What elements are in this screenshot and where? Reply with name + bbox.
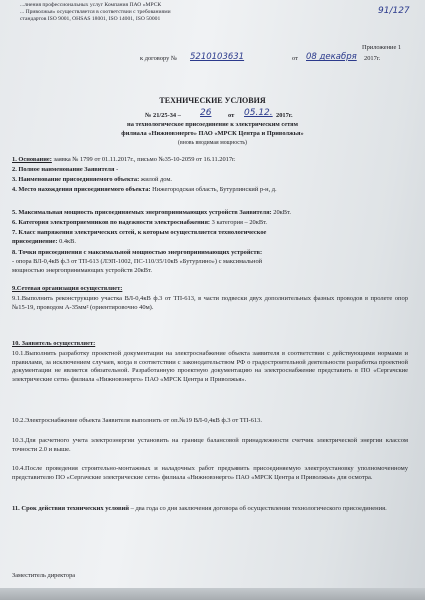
item-11-text: – два года со дня заключения договора об осуществлении технологического присоединения. <box>128 505 387 512</box>
signature-position: Заместитель директора <box>12 572 76 579</box>
item-8-text-2: мощностью энергопринимающих устройств 20кВт. <box>12 267 152 274</box>
item-9-label: 9.Сетевая организация осуществляет: <box>12 285 123 292</box>
item-1-text: заявка № 1799 от 01.11.2017г., письмо №35-10-2059 от 16.11.2017г. <box>53 156 236 163</box>
item-5-text: 20кВт. <box>271 209 291 216</box>
item-4 <box>12 186 277 194</box>
page-fold-shadow <box>0 588 425 600</box>
contract-date: 08 декабря <box>306 52 357 62</box>
item-11-label: 11. Срок действия технических условий <box>12 505 129 512</box>
item-1-label: 1. Основание: <box>12 156 52 163</box>
conditions-number-prefix: № 21/25-34 – <box>145 112 181 119</box>
item-3-text: жилой дом. <box>139 176 173 183</box>
item-6-label: 6. Категория электроприемников по надежности электроснабжения: <box>12 219 211 226</box>
header-line-1: ...лнения профессиональных услуг Компания ПАО «МРСК <box>20 2 162 8</box>
item-5 <box>12 209 291 217</box>
item-6 <box>12 219 267 227</box>
item-4-label: 4. Место нахождения присоединяемого объекта: <box>12 186 151 193</box>
title-line-3: на технологическое присоединение к электрическим сетям <box>127 121 298 128</box>
item-10-2: 10.2.Электроснабжение объекта Заявителя выполнить от оп.№19 ВЛ-0,4кВ ф.3 от ТП-613. <box>12 417 263 424</box>
conditions-date: 05.12. <box>244 108 273 118</box>
title-line-5: (вновь вводимая мощность) <box>178 140 247 146</box>
item-8-label: 8. Точки присоединения с максимальной мощностью энергопринимающих устройств: <box>12 249 263 256</box>
item-9-1: 9.1.Выполнить реконструкцию участка ВЛ-0,4кВ ф.3 от ТП-613, в части подвески двух дополнительных фазных проводов в пролете опор №15-19, проводом А-35мм² (ориентировочно 40м). <box>12 295 408 311</box>
item-11 <box>12 505 408 514</box>
item-1 <box>12 156 236 164</box>
item-2-text: - <box>114 166 119 173</box>
conditions-year: 2017г. <box>276 112 293 119</box>
contract-from: от <box>292 55 298 62</box>
corner-handwritten-note: 91/127 <box>378 6 410 16</box>
conditions-from: от <box>228 112 235 119</box>
item-10-3: 10.3.Для расчетного учета электроэнергии установить на границе балансовой принадлежности счетчик электрической энергии классом точности 2.0 и выше. <box>12 437 408 453</box>
item-5-label: 5. Максимальная мощность присоединяемых энергопринимающих устройств Заявителя: <box>12 209 272 216</box>
item-10-4: 10.4.После проведения строительно-монтажных и наладочных работ предъявить присоединяемую электроустановку уполномоченному представителю ПО «Сергачские электрические сети» филиала «Нижновэнерго» ПАО «МРСК Центра и Приволжья» для осмотра. <box>12 465 408 481</box>
item-6-text: 3 категория – 20кВт. <box>210 219 268 226</box>
title-line-4: филиала «Нижновэнерго» ПАО «МРСК Центра и Приволжья» <box>121 130 304 137</box>
header-line-3: стандартов ISO 9001, OHSAS 18001, ISO 14001, ISO 50001 <box>20 16 161 22</box>
item-8-text-1: - опора ВЛ-0,4кВ ф.3 от ТП-613 (ЛЭП-1002, ПС-110/35/10кВ «Бутурлино») с максимальной <box>12 258 263 265</box>
document-title: ТЕХНИЧЕСКИЕ УСЛОВИЯ <box>159 96 266 105</box>
item-10-1: 10.1.Выполнить разработку проектной документации на электроснабжение объекта заявителя в соответствии с действующими нормами и правилами, за исключением случаев, когда в соответствии с законодательством РФ о градостроительной деятельности разработка проектной документации не является обязательной. Разработанную проектную документацию на электроснабжение представить в ПО «Сергачские электрические сети» филиала «Нижновэнерго» ПАО «МРСК Центра и Приволжья». <box>12 350 408 383</box>
appendix-label: Приложение 1 <box>362 44 402 51</box>
header-line-2: ... Приволжья» осуществляется в соответствии с требованиями <box>20 9 171 15</box>
contract-year: 2017г. <box>364 55 381 62</box>
item-7 <box>12 238 76 246</box>
item-2 <box>12 166 118 174</box>
item-7-label: 7. Класс напряжения электрических сетей, к которым осуществляется технологическое <box>12 229 267 236</box>
item-2-label: 2. Полное наименование Заявителя <box>12 166 115 173</box>
contract-number: 5210103631 <box>190 52 245 62</box>
conditions-number: 26 <box>200 108 212 118</box>
item-10-label: 10. Заявитель осуществляет: <box>12 340 96 347</box>
item-7-text: 0.4кВ. <box>57 238 77 245</box>
item-3-label: 3. Наименование присоединяемого объекта: <box>12 176 140 183</box>
item-7-label-2: присоединение: <box>12 238 58 245</box>
contract-prefix: к договору № <box>140 55 177 62</box>
item-3 <box>12 176 172 184</box>
item-4-text: Нижегородская область, Бутурлинский р-н, д. <box>150 186 277 193</box>
